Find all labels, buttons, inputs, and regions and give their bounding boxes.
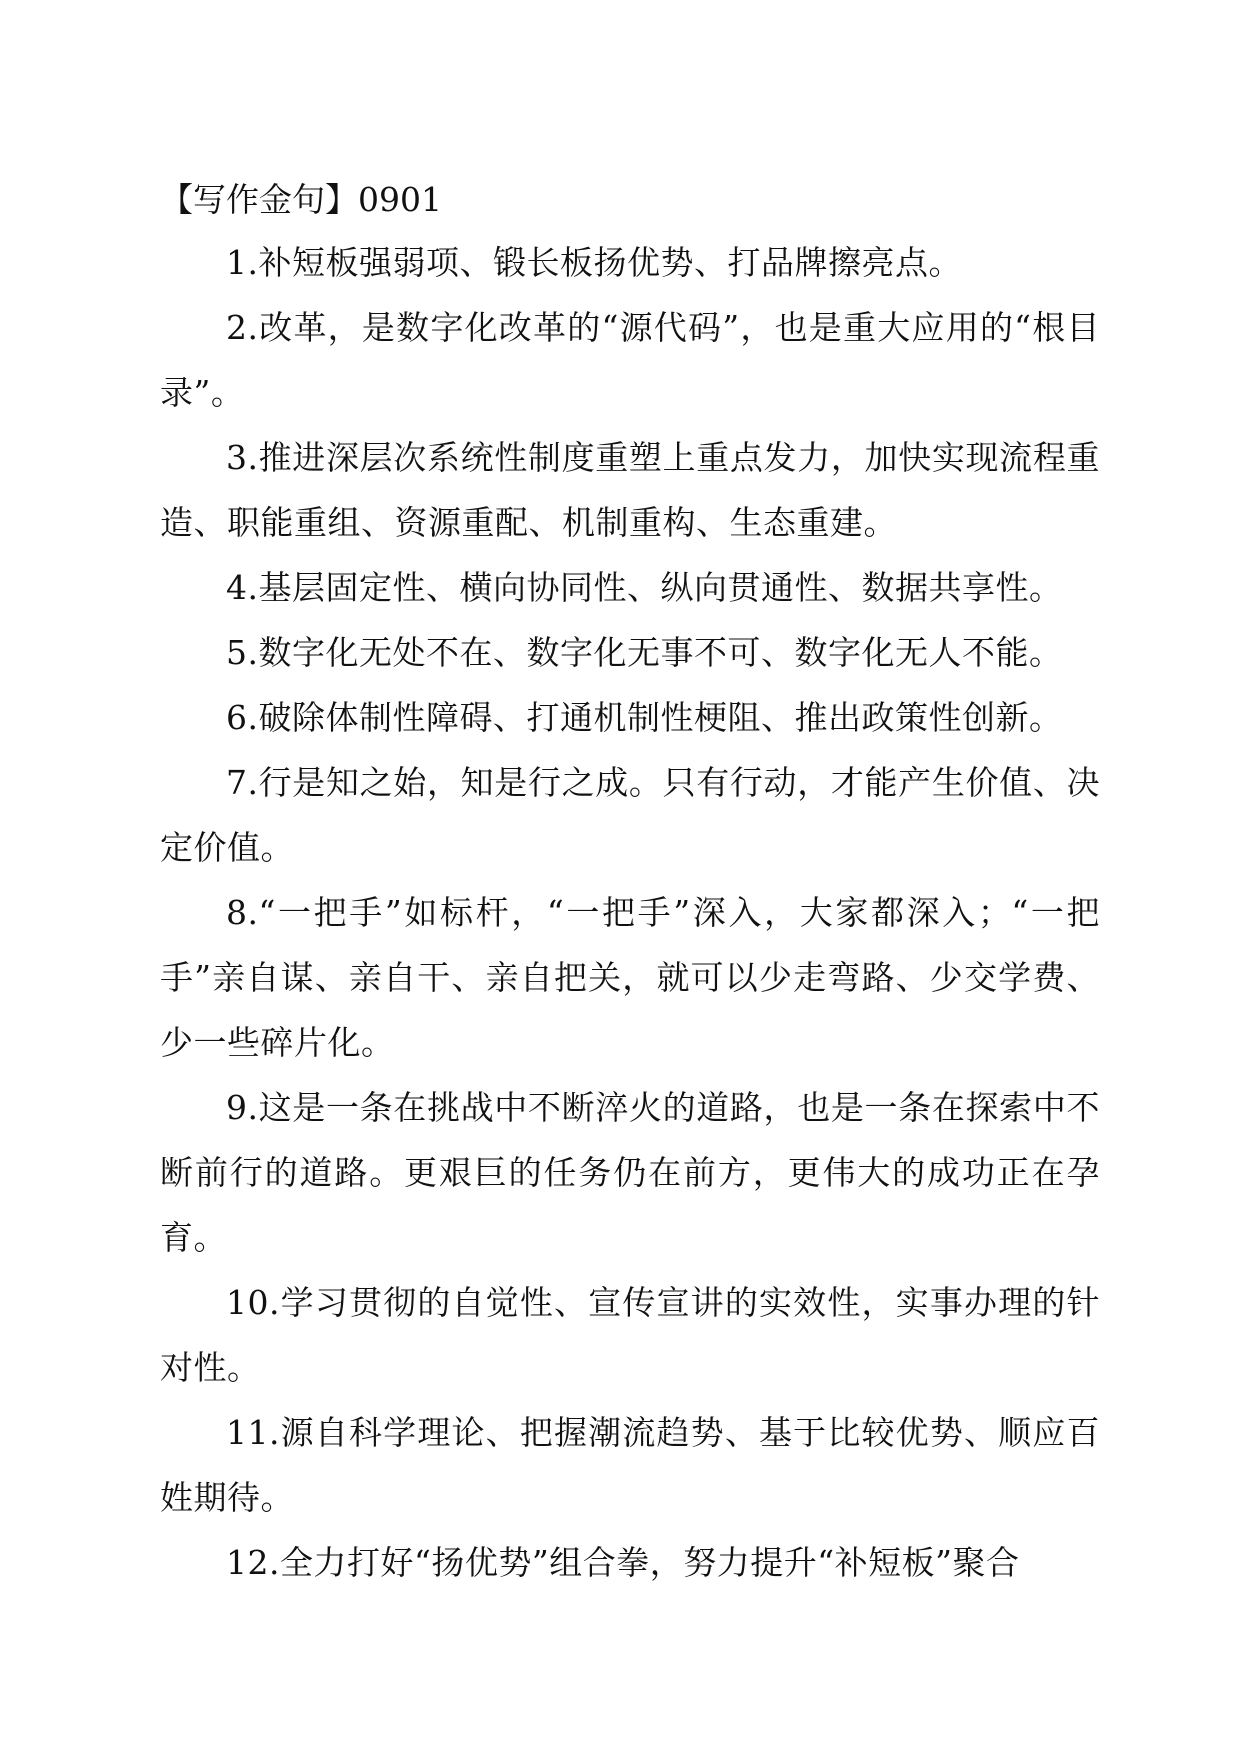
list-item: 4.基层固定性、横向协同性、纵向贯通性、数据共享性。 bbox=[226, 568, 1063, 607]
list-item: 3.推进深层次系统性制度重塑上重点发力，加快实现流程重造、职能重组、资源重配、机制重构、生态重建。 bbox=[160, 438, 1100, 542]
list-item: 2.改革，是数字化改革的“源代码”，也是重大应用的“根目录”。 bbox=[160, 308, 1100, 412]
list-item: 5.数字化无处不在、数字化无事不可、数字化无人不能。 bbox=[226, 633, 1063, 672]
list-item: 1.补短板强弱项、锻长板扬优势、打品牌擦亮点。 bbox=[226, 243, 962, 282]
sentence-list bbox=[160, 230, 1100, 1595]
document-page bbox=[160, 170, 1100, 1595]
document-title: 【写作金句】0901 bbox=[160, 180, 442, 219]
list-item: 9.这是一条在挑战中不断淬火的道路，也是一条在探索中不断前行的道路。更艰巨的任务仍在前方，更伟大的成功正在孕育。 bbox=[160, 1088, 1100, 1257]
list-item: 7.行是知之始，知是行之成。只有行动，才能产生价值、决定价值。 bbox=[160, 763, 1100, 867]
list-item: 10.学习贯彻的自觉性、宣传宣讲的实效性，实事办理的针对性。 bbox=[160, 1283, 1100, 1387]
list-item: 6.破除体制性障碍、打通机制性梗阻、推出政策性创新。 bbox=[226, 698, 1063, 737]
list-item: 12.全力打好“扬优势”组合拳，努力提升“补短板”聚合 bbox=[226, 1543, 1020, 1582]
list-item: 8.“一把手”如标杆，“一把手”深入，大家都深入；“一把手”亲自谋、亲自干、亲自把关，就可以少走弯路、少交学费、少一些碎片化。 bbox=[160, 893, 1100, 1062]
list-item: 11.源自科学理论、把握潮流趋势、基于比较优势、顺应百姓期待。 bbox=[160, 1413, 1100, 1517]
